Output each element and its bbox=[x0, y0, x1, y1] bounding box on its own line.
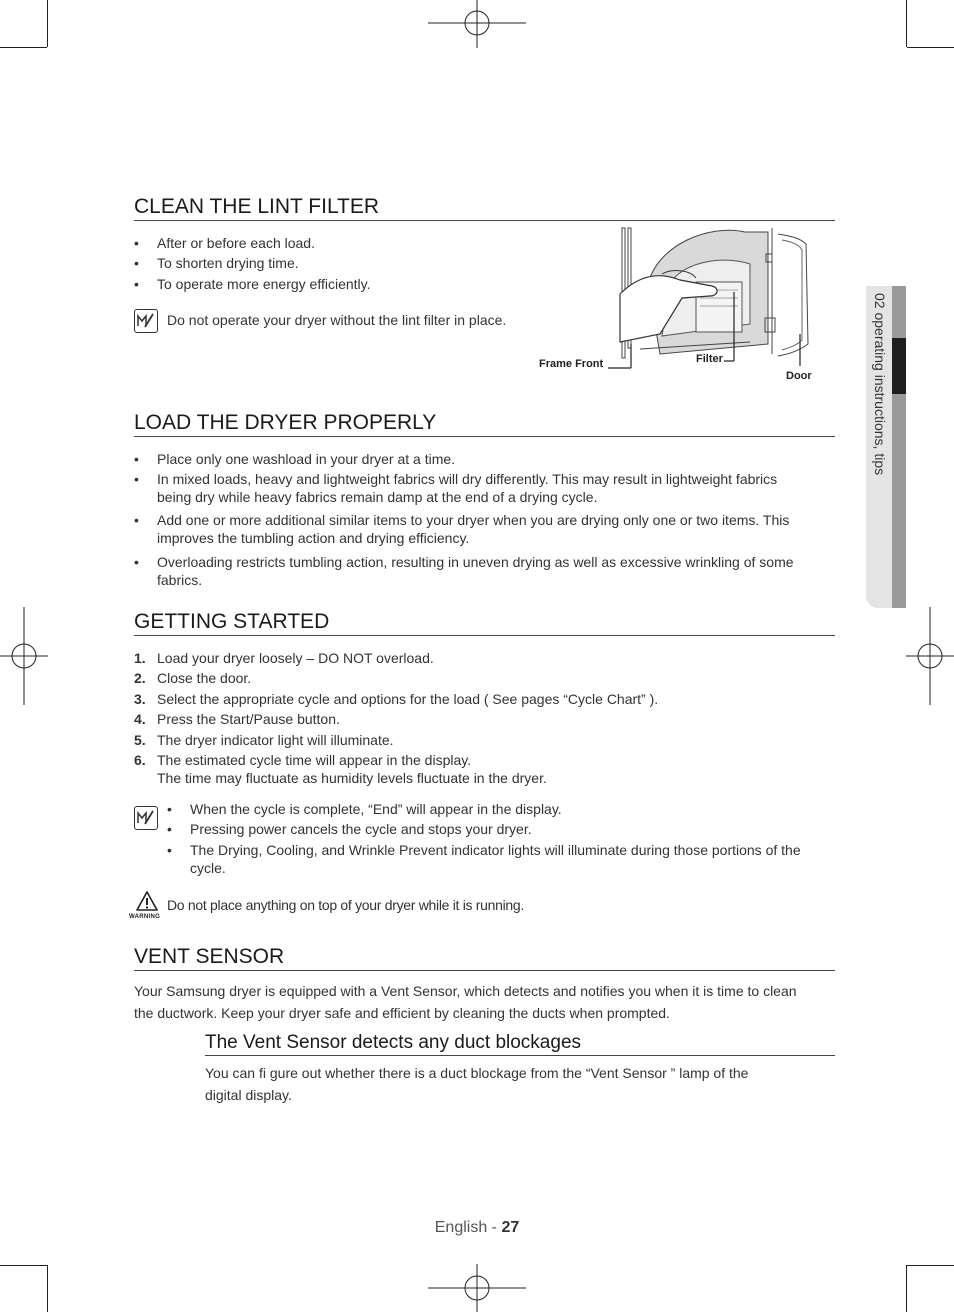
note-icon bbox=[134, 309, 158, 333]
vent-body-line: Your Samsung dryer is equipped with a Vent Sensor, which detects and notifies you when it is time to clean bbox=[134, 983, 797, 999]
list-item-text: Add one or more additional similar items to your dryer when you are drying only one or two items. This bbox=[157, 512, 790, 528]
list-item-text: being dry while heavy fabrics remain damp at the end of a drying cycle. bbox=[157, 489, 598, 505]
note-item bbox=[167, 841, 835, 877]
list-item-text: improves the tumbling action and drying efficiency. bbox=[157, 530, 470, 546]
list-item-text: Place only one washload in your dryer at a time. bbox=[157, 451, 456, 467]
note-icon bbox=[134, 806, 158, 830]
vent-subtitle: The Vent Sensor detects any duct blockages bbox=[205, 1032, 835, 1056]
vent-sub-body-line: You can fi gure out whether there is a duct blockage from the “Vent Sensor ” lamp of the bbox=[205, 1065, 749, 1081]
diagram-label-frame-front: Frame Front bbox=[539, 358, 604, 370]
crop-mark bbox=[907, 1265, 954, 1266]
vent-sub-body-line: digital display. bbox=[205, 1087, 292, 1103]
list-item bbox=[134, 511, 834, 547]
warning-text: Do not place anything on top of your dryer while it is running. bbox=[167, 897, 524, 913]
bullet: • bbox=[167, 821, 172, 837]
bullet: • bbox=[167, 842, 172, 858]
page-number: 27 bbox=[501, 1219, 520, 1236]
step-text: The estimated cycle time will appear in the display. bbox=[157, 752, 472, 768]
section-title-load: LOAD THE DRYER PROPERLY bbox=[134, 411, 835, 437]
list-item bbox=[134, 553, 834, 589]
bullet: • bbox=[134, 255, 139, 271]
crop-mark bbox=[0, 1265, 47, 1266]
note-text: Do not operate your dryer without the lint filter in place. bbox=[167, 312, 507, 328]
section-title-getting-started: GETTING STARTED bbox=[134, 610, 835, 636]
step-text: The time may fluctuate as humidity levels fluctuate in the dryer. bbox=[157, 770, 547, 786]
bullet: • bbox=[134, 471, 139, 487]
bullet: • bbox=[167, 801, 172, 817]
crop-mark bbox=[906, 1265, 907, 1312]
chapter-tab-bar bbox=[892, 286, 906, 338]
chapter-tab-marker bbox=[892, 338, 906, 394]
note-item-text: When the cycle is complete, “End” will appear in the display. bbox=[190, 801, 562, 817]
vent-body bbox=[134, 980, 835, 1024]
list-item-text: Overloading restricts tumbling action, resulting in uneven drying as well as excessive wrinkling of some bbox=[157, 554, 794, 570]
warning-icon bbox=[136, 891, 158, 911]
note-item-text: cycle. bbox=[190, 860, 226, 876]
step-text: Load your dryer loosely – DO NOT overload. bbox=[157, 650, 434, 666]
step-number: 2. bbox=[134, 670, 146, 686]
list-item-text: In mixed loads, heavy and lightweight fabrics will dry differently. This may result in lightweight fabrics bbox=[157, 471, 778, 487]
step-number: 4. bbox=[134, 711, 146, 727]
list-item-text: fabrics. bbox=[157, 572, 203, 588]
diagram-label-filter: Filter bbox=[696, 353, 723, 365]
section-title-vent-sensor: VENT SENSOR bbox=[134, 945, 835, 971]
list-item-text: To shorten drying time. bbox=[157, 255, 299, 271]
note-item-text: The Drying, Cooling, and Wrinkle Prevent indicator lights will illuminate during those portions of the bbox=[190, 842, 801, 858]
vent-body-line: the ductwork. Keep your dryer safe and efficient by cleaning the ducts when prompted. bbox=[134, 1005, 670, 1021]
diagram-label-door: Door bbox=[786, 370, 812, 382]
warning-label: WARNING bbox=[129, 914, 161, 920]
section-title-lint: CLEAN THE LINT FILTER bbox=[134, 195, 835, 221]
step-number: 5. bbox=[134, 732, 146, 748]
chapter-tab-label: 02 operating instructions, tips bbox=[872, 293, 888, 476]
crop-mark bbox=[0, 47, 47, 48]
note-item-text: Pressing power cancels the cycle and stops your dryer. bbox=[190, 821, 532, 837]
registration-mark-top bbox=[428, 0, 526, 48]
crop-mark bbox=[907, 47, 954, 48]
registration-mark-right bbox=[906, 607, 954, 705]
registration-mark-left bbox=[0, 607, 48, 705]
step-number: 1. bbox=[134, 650, 146, 666]
step-number: 3. bbox=[134, 691, 146, 707]
step-text: Select the appropriate cycle and options for the load ( See pages “Cycle Chart” ). bbox=[157, 691, 659, 707]
chapter-tab-bar bbox=[892, 394, 906, 608]
bullet: • bbox=[134, 554, 139, 570]
list-item bbox=[134, 470, 834, 506]
bullet: • bbox=[134, 276, 139, 292]
vent-sub-body bbox=[205, 1062, 835, 1106]
step-text: Press the Start/Pause button. bbox=[157, 711, 340, 727]
step-text: The dryer indicator light will illuminate. bbox=[157, 732, 394, 748]
bullet: • bbox=[134, 512, 139, 528]
registration-mark-bottom bbox=[428, 1264, 526, 1312]
list-item-text: After or before each load. bbox=[157, 235, 315, 251]
page-footer bbox=[0, 1219, 954, 1237]
crop-mark bbox=[47, 1265, 48, 1312]
step-item bbox=[134, 751, 834, 787]
bullet: • bbox=[134, 451, 139, 467]
crop-mark bbox=[47, 0, 48, 47]
bullet: • bbox=[134, 235, 139, 251]
footer-language: English - bbox=[434, 1219, 502, 1236]
step-text: Close the door. bbox=[157, 670, 252, 686]
step-number: 6. bbox=[134, 752, 146, 768]
crop-mark bbox=[906, 0, 907, 47]
list-item-text: To operate more energy efficiently. bbox=[157, 276, 371, 292]
